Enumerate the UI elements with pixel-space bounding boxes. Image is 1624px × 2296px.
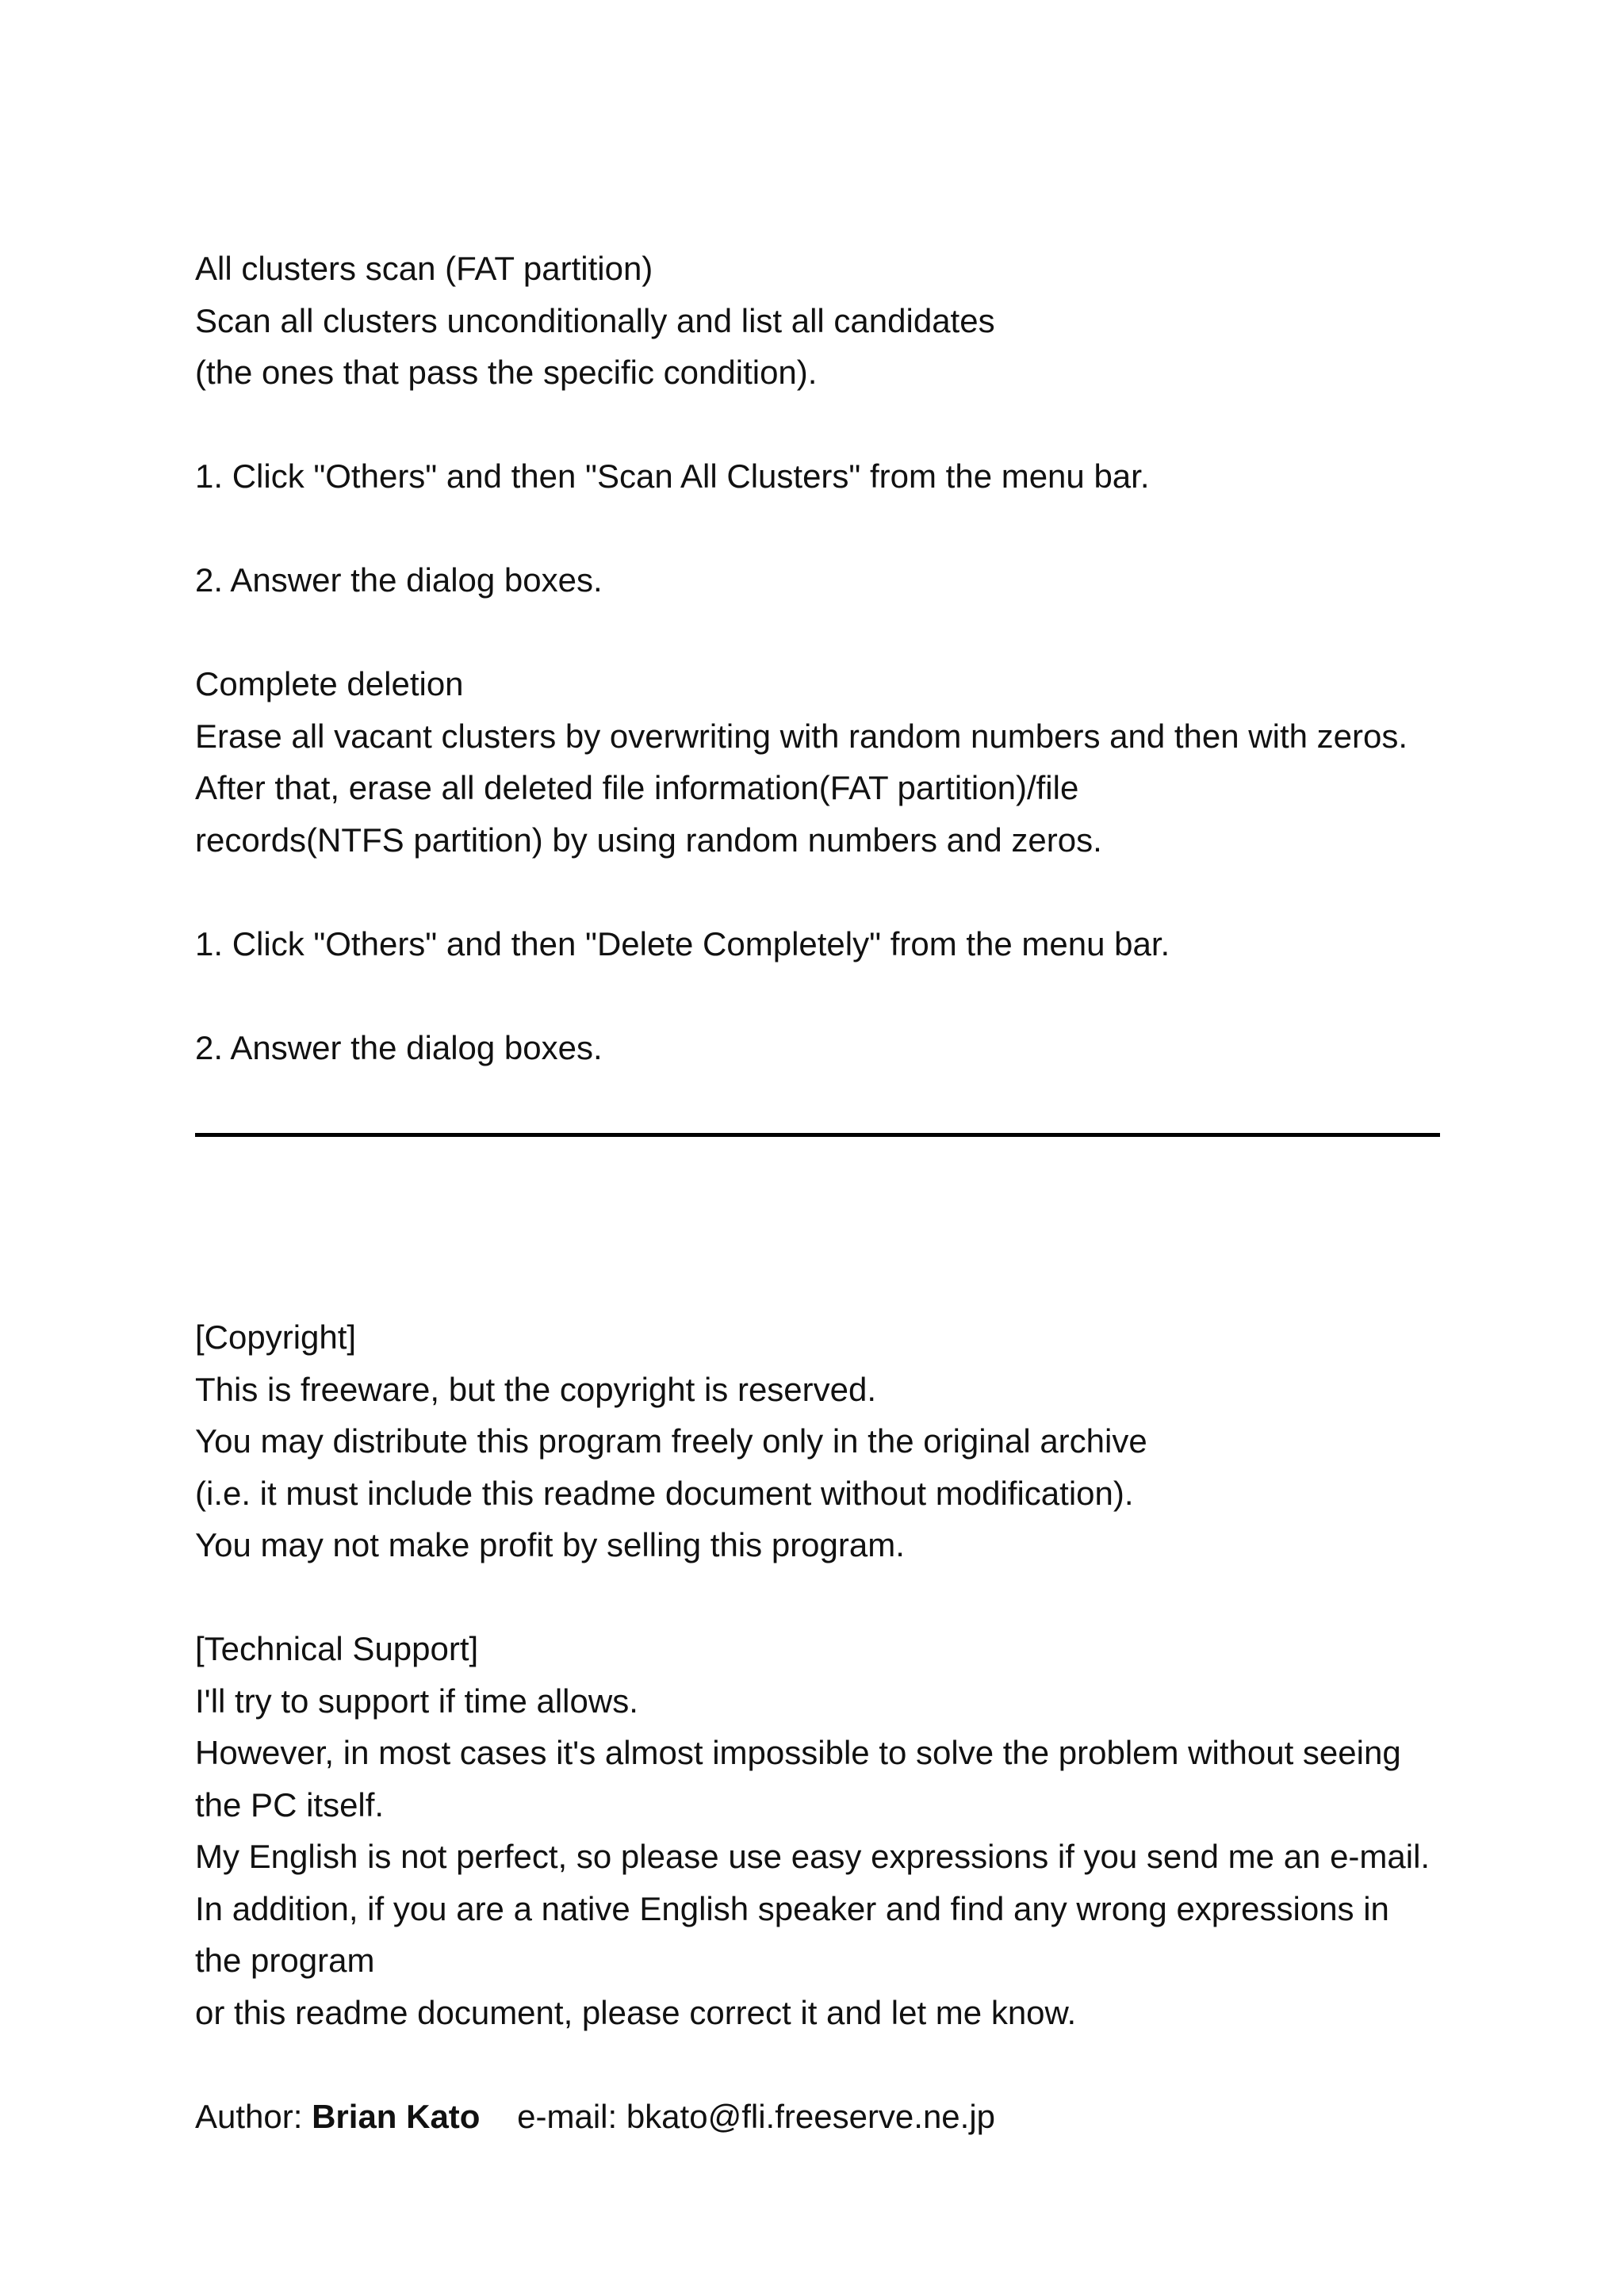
divider-area [195,1073,1440,1311]
copyright-section [195,1311,1440,1623]
delete-step-1: 1. Click "Others" and then "Delete Completely" from the menu bar. [195,924,1170,962]
author-label: Author: [195,2097,312,2135]
delete-description-line: After that, erase all deleted file information(FAT partition)/file [195,769,1079,806]
support-line: My English is not perfect, so please use easy expressions if you send me an e-mail. [195,1838,1431,1875]
horizontal-divider [195,1133,1440,1137]
delete-description-line: Erase all vacant clusters by overwriting with random numbers and then with zeros. [195,717,1408,755]
spacer [195,970,1440,1022]
delete-title: Complete deletion [195,665,464,702]
support-line: In addition, if you are a native English speaker and find any wrong expressions in [195,1889,1389,1927]
scan-description-line: (the ones that pass the specific condition). [195,354,818,391]
copyright-line: (i.e. it must include this readme document without modification). [195,1474,1134,1512]
scan-section [195,243,1440,658]
support-line: However, in most cases it's almost impossible to solve the problem without seeing [195,1734,1401,1771]
spacer [195,1571,1440,1624]
copyright-line: You may not make profit by selling this program. [195,1526,905,1563]
author-name: Brian Kato [312,2097,481,2135]
delete-section [195,658,1440,1073]
scan-title: All clusters scan (FAT partition) [195,250,653,287]
delete-description-line: records(NTFS partition) by using random numbers and zeros. [195,821,1102,859]
email-label: e-mail: [480,2097,626,2135]
support-line: or this readme document, please correct it and let me know. [195,1993,1077,2031]
spacer [195,2038,1440,2091]
spacer [195,607,1440,659]
author-email: bkato@fli.freeserve.ne.jp [626,2097,996,2135]
scan-description-line: Scan all clusters unconditionally and list all candidates [195,301,995,339]
author-line [195,2091,1440,2143]
copyright-line: You may distribute this program freely only in the original archive [195,1422,1147,1460]
scan-step-2: 2. Answer the dialog boxes. [195,561,603,599]
copyright-heading: [Copyright] [195,1318,357,1356]
support-section [195,1623,1440,2091]
spacer [195,503,1440,555]
spacer [195,399,1440,451]
support-line: the PC itself. [195,1785,385,1823]
spacer [195,866,1440,918]
scan-step-1: 1. Click "Others" and then "Scan All Clusters" from the menu bar. [195,457,1150,495]
copyright-line: This is freeware, but the copyright is reserved. [195,1370,877,1408]
support-line: the program [195,1942,375,1979]
support-heading: [Technical Support] [195,1630,479,1667]
readme-document [195,243,1440,2142]
support-line: I'll try to support if time allows. [195,1682,638,1720]
delete-step-2: 2. Answer the dialog boxes. [195,1028,603,1066]
